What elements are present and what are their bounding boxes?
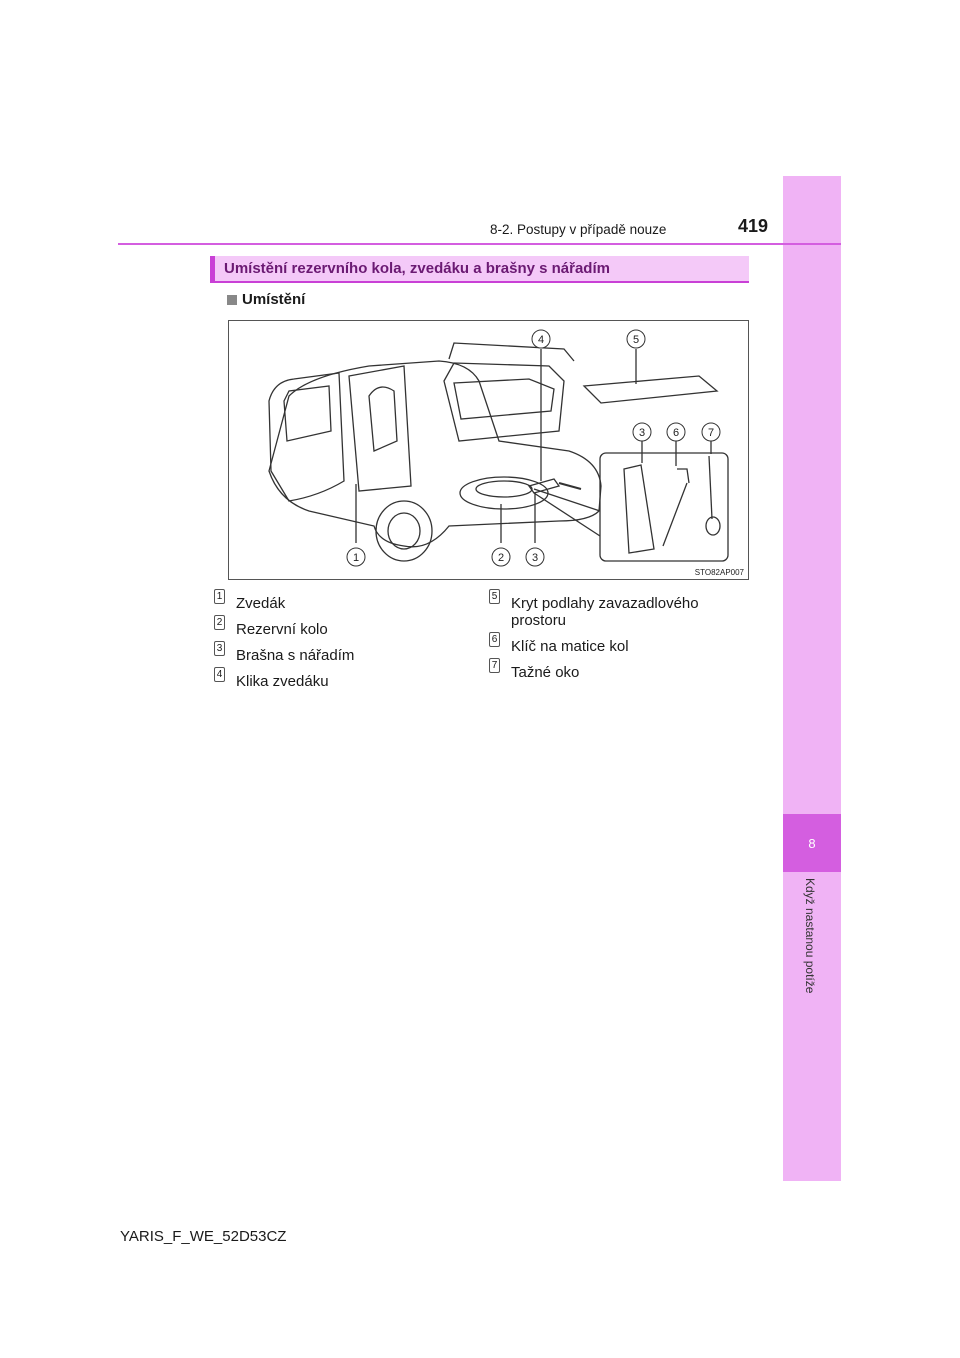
- callout-6: 6: [672, 427, 680, 439]
- legend-number: 5: [489, 589, 500, 604]
- callout-1: 1: [352, 552, 360, 564]
- legend-label: Rezervní kolo: [236, 621, 328, 638]
- section-title: [210, 256, 749, 283]
- legend-number: 3: [214, 641, 225, 656]
- section-title-text: Umístění rezervního kola, zvedáku a brašny s nářadím: [224, 260, 610, 277]
- footer-doc-code: YARIS_F_WE_52D53CZ: [120, 1228, 287, 1245]
- legend-item: [214, 617, 354, 638]
- legend-number: 4: [214, 667, 225, 682]
- legend-item: [214, 643, 355, 664]
- legend-label: Klíč na matice kol: [511, 638, 629, 655]
- legend-item: [214, 669, 354, 690]
- callout-3-detail: 3: [638, 427, 646, 439]
- page-number: 419: [738, 216, 769, 236]
- illustration-car-spare-wheel: [228, 320, 749, 580]
- header-section-title: 8-2. Postupy v případě nouze: [490, 222, 667, 237]
- side-tab: [783, 176, 841, 1181]
- callout-5: 5: [632, 334, 640, 346]
- legend-left: [214, 591, 355, 699]
- callout-3-car: 3: [531, 552, 539, 564]
- legend-label: [511, 595, 699, 629]
- legend-number: 6: [489, 632, 500, 647]
- legend-number: 1: [214, 589, 225, 604]
- legend-label: Tažné oko: [511, 664, 580, 681]
- square-bullet-icon: [227, 295, 237, 305]
- legend-label-line1: Kryt podlahy zavazadlového: [511, 595, 699, 612]
- legend-number: 2: [214, 615, 225, 630]
- subsection-heading: [227, 291, 305, 308]
- legend-item: [489, 634, 699, 655]
- legend-item: [489, 660, 699, 681]
- header-divider: [118, 243, 841, 245]
- illustration-code: STO82AP007: [694, 568, 744, 577]
- legend-label: Brašna s nářadím: [236, 647, 355, 664]
- legend-item: [489, 591, 699, 629]
- legend-item: [214, 591, 354, 612]
- car-illustration: [229, 321, 749, 580]
- chapter-title: Když nastanou potíže: [803, 878, 817, 994]
- legend-label-line2: prostoru: [511, 612, 567, 629]
- callout-4: 4: [537, 334, 545, 346]
- legend-right: [489, 591, 699, 690]
- subsection-title: Umístění: [242, 291, 306, 308]
- legend-label: Klika zvedáku: [236, 673, 329, 690]
- callout-7: 7: [707, 427, 715, 439]
- legend-label: Zvedák: [236, 595, 286, 612]
- chapter-number-tab[interactable]: 8: [783, 814, 841, 872]
- callout-2: 2: [497, 552, 505, 564]
- legend-number: 7: [489, 658, 500, 673]
